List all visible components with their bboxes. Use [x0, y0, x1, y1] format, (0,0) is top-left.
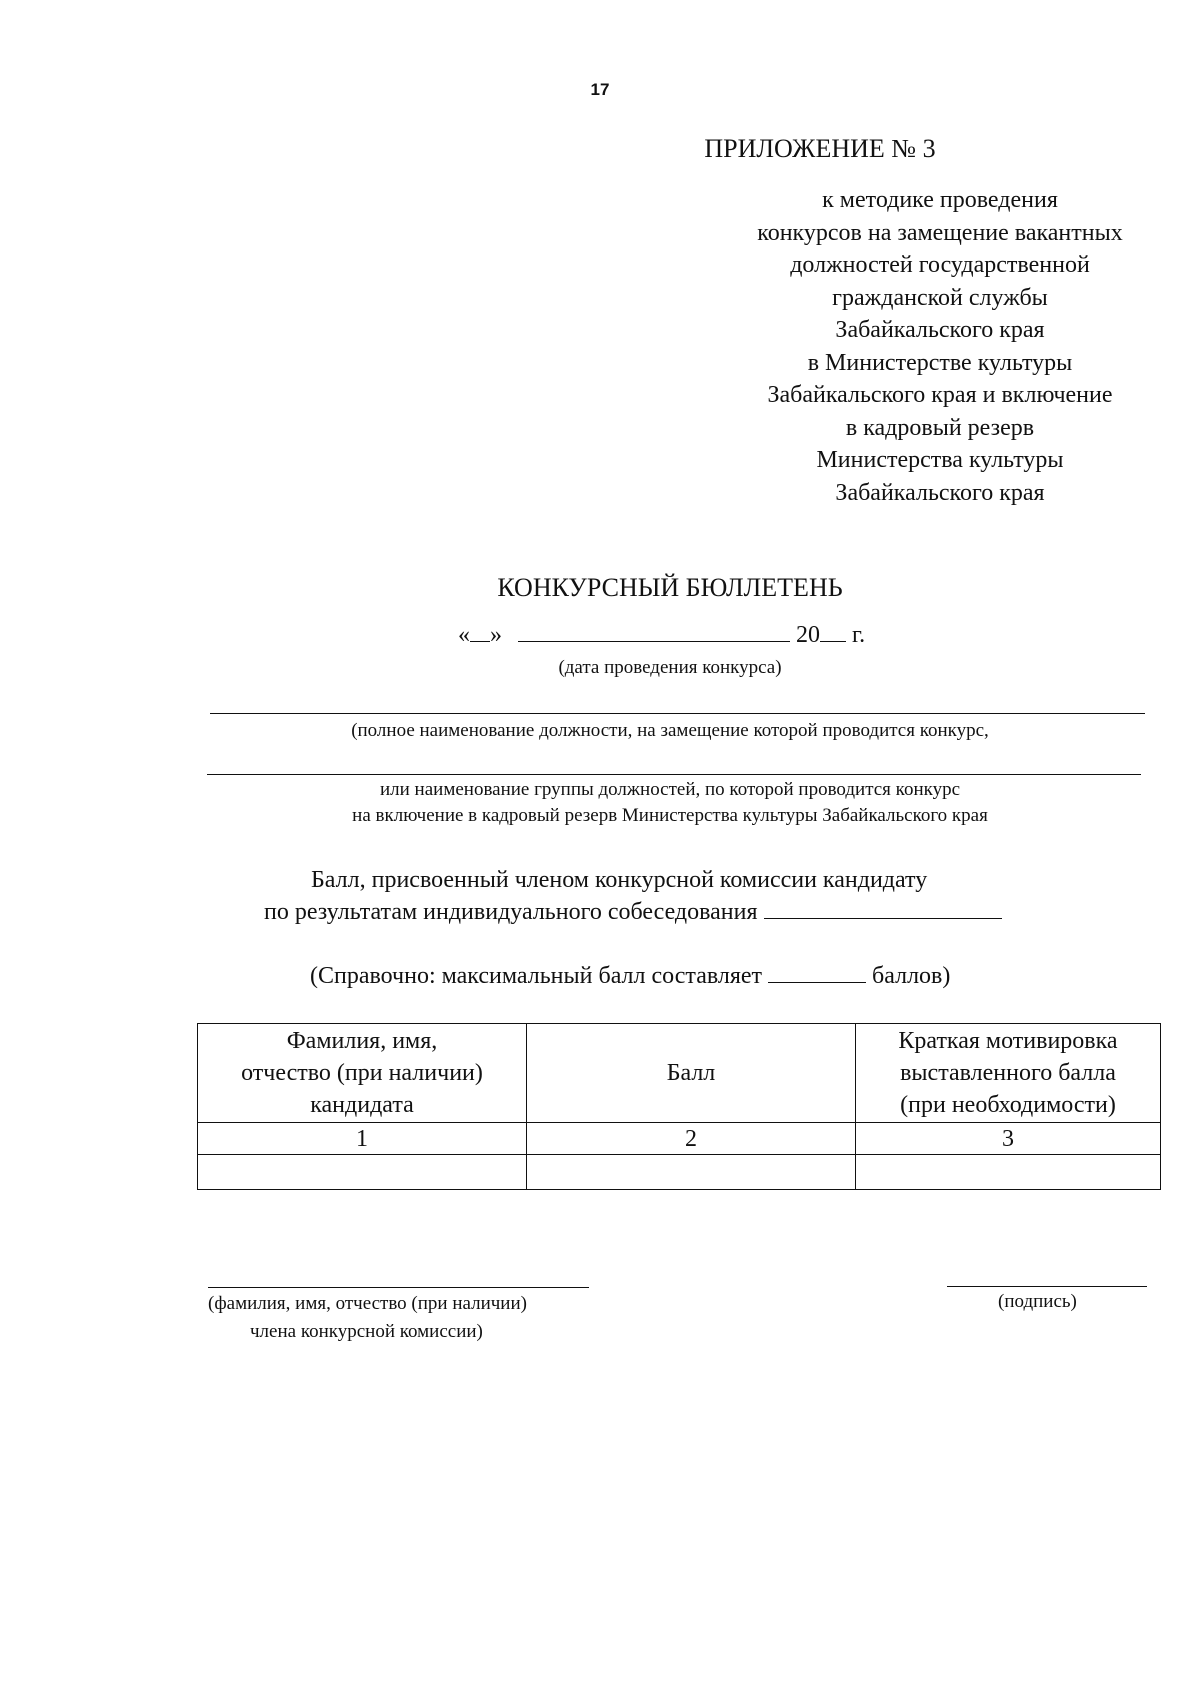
year-blank[interactable] [820, 623, 846, 642]
date-open-quote: « [458, 622, 470, 648]
name-caption: члена конкурсной комиссии) [250, 1321, 483, 1342]
candidate-cell[interactable] [198, 1155, 527, 1190]
header-text: Фамилия, имя, [286, 1028, 438, 1054]
column-number: 2 [527, 1123, 856, 1155]
header-motivation [856, 1024, 1161, 1123]
day-blank[interactable] [470, 623, 490, 642]
date-year-prefix: 20 [796, 622, 820, 648]
header-text: (при необходимости) [900, 1092, 1116, 1118]
column-number: 3 [856, 1123, 1161, 1155]
table-row [198, 1155, 1161, 1190]
appendix-line: Министерства культуры [816, 447, 1064, 473]
date-caption: (дата проведения конкурса) [558, 657, 782, 678]
page-number: 17 [590, 80, 610, 99]
score-blank[interactable] [764, 898, 1002, 919]
appendix-title: ПРИЛОЖЕНИЕ № 3 [704, 134, 936, 163]
max-score-suffix: баллов) [872, 963, 951, 989]
column-number: 1 [198, 1123, 527, 1155]
score-line [264, 896, 1002, 928]
header-text: отчество (при наличии) [241, 1060, 483, 1086]
header-text: Краткая мотивировка [898, 1028, 1118, 1054]
appendix-description [690, 184, 1190, 509]
score-table [197, 1023, 1161, 1190]
position-line-2[interactable] [207, 774, 1141, 775]
appendix-line: Забайкальского края и включение [767, 382, 1113, 408]
name-caption: (фамилия, имя, отчество (при наличии) [208, 1293, 527, 1314]
max-score-prefix: (Справочно: максимальный балл составляет [310, 963, 763, 989]
appendix-line: в кадровый резерв [845, 414, 1035, 441]
motivation-cell[interactable] [856, 1155, 1161, 1190]
date-line [458, 620, 865, 650]
header-text: Балл [666, 1060, 716, 1086]
name-signature-line[interactable] [208, 1287, 589, 1288]
date-year-suffix: г. [852, 622, 866, 648]
signature-line[interactable] [947, 1286, 1147, 1287]
score-line-text: по результатам индивидуального собеседования [264, 899, 758, 925]
appendix-line: к методике проведения [822, 187, 1058, 213]
table-number-row [198, 1123, 1161, 1155]
position-caption: на включение в кадровый резерв Министерства культуры Забайкальского края [352, 805, 988, 826]
header-candidate [198, 1024, 527, 1123]
appendix-line: в Министерстве культуры [807, 349, 1073, 376]
date-close-quote: » [490, 622, 502, 648]
header-text: кандидата [310, 1092, 414, 1118]
header-text: выставленного балла [900, 1060, 1116, 1086]
max-score-blank[interactable] [768, 962, 866, 983]
position-line-1[interactable] [210, 713, 1145, 714]
score-cell[interactable] [527, 1155, 856, 1190]
month-blank[interactable] [518, 623, 790, 642]
position-caption: или наименование группы должностей, по которой проводится конкурс [379, 779, 961, 800]
appendix-line: Забайкальского края [835, 479, 1045, 506]
appendix-line: гражданской службы [832, 284, 1048, 311]
max-score-line [310, 960, 950, 992]
ballot-title: КОНКУРСНЫЙ БЮЛЛЕТЕНЬ [497, 573, 843, 602]
table-header-row [198, 1024, 1161, 1123]
header-score [527, 1024, 856, 1123]
appendix-line: конкурсов на замещение вакантных [757, 219, 1123, 246]
signature-caption: (подпись) [998, 1291, 1077, 1312]
position-caption: (полное наименование должности, на замещение которой проводится конкурс, [351, 720, 989, 741]
appendix-line: должностей государственной [790, 252, 1090, 278]
appendix-line: Забайкальского края [835, 317, 1045, 343]
score-line: Балл, присвоенный членом конкурсной комиссии кандидату [311, 867, 928, 893]
